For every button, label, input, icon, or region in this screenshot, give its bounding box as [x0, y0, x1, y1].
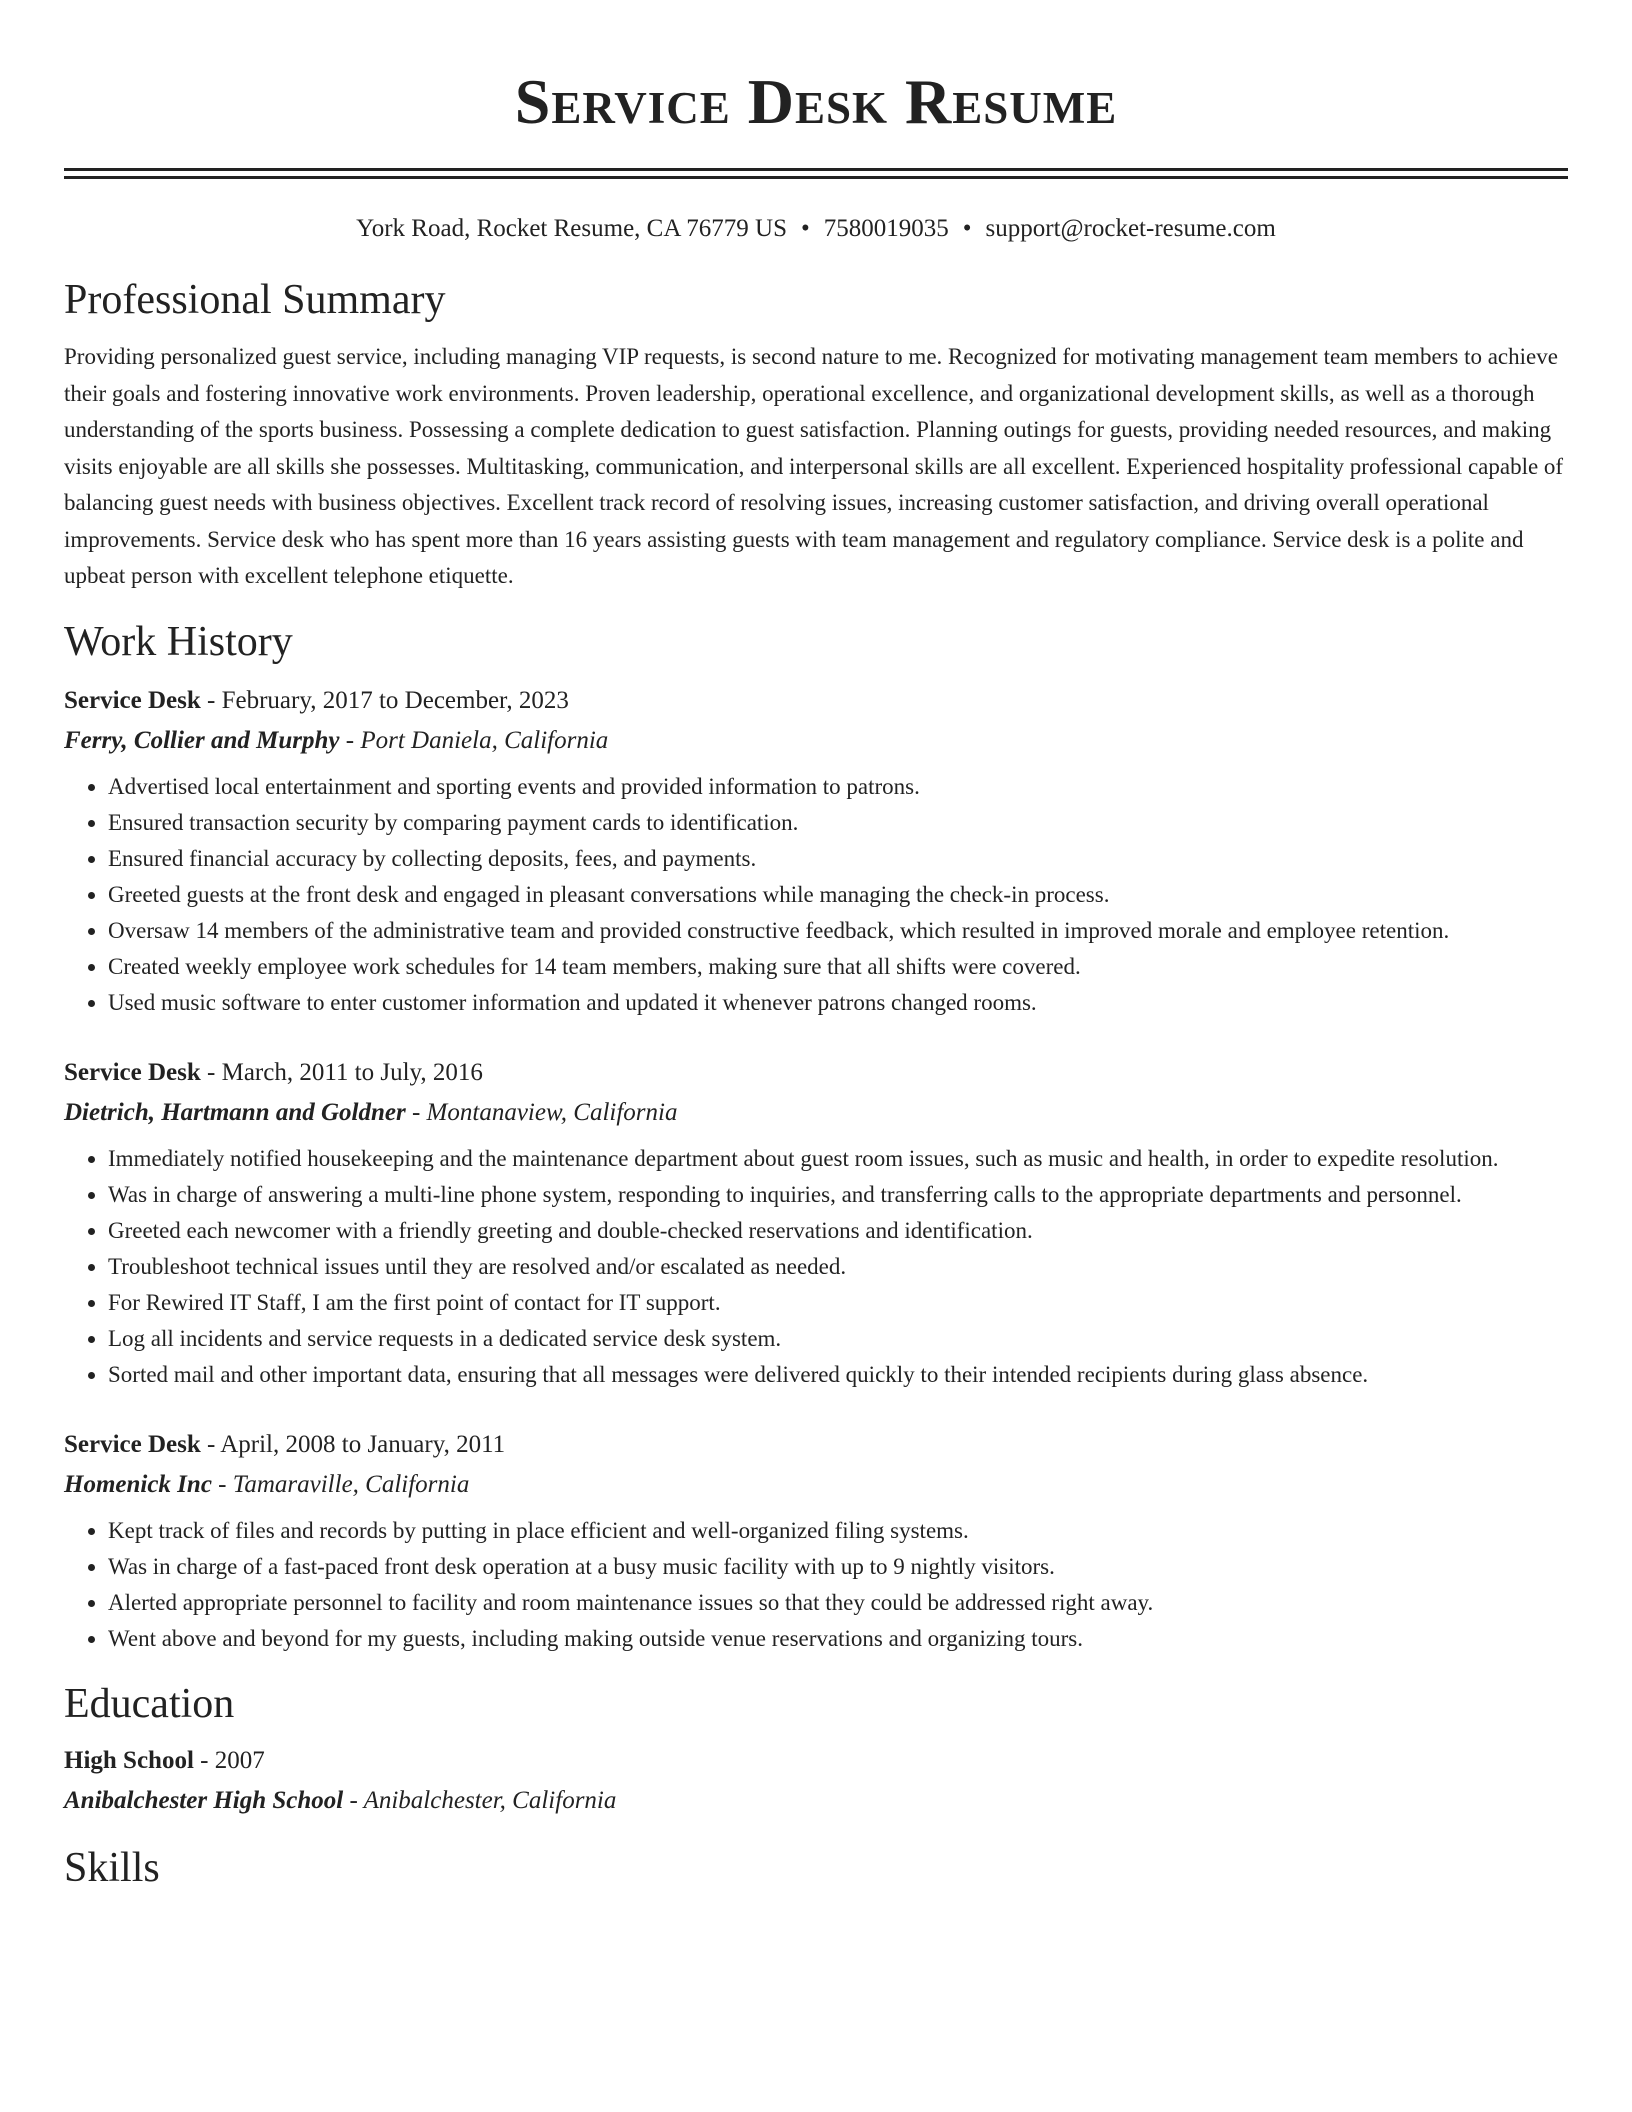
education-heading: Education: [64, 1680, 235, 1727]
employer-line: [64, 1093, 1568, 1133]
duty-item: • Alerted appropriate personnel to facility and room maintenance issues so that they could be addressed right away.: [108, 1585, 1568, 1621]
resume-title: Service Desk Resume: [514, 66, 1118, 137]
duty-item: • Was in charge of a fast-paced front desk operation at a busy music facility with up to 9 nightly visitors.: [108, 1549, 1568, 1585]
employer-line: [64, 1465, 1568, 1505]
education-entry: [64, 1741, 1568, 1821]
school-line: [64, 1781, 1568, 1821]
duty-item: • Immediately notified housekeeping and the maintenance department about guest room issues, such as music and health, in order to expedite resolution.: [108, 1141, 1568, 1177]
job-entry: [64, 1053, 1568, 1393]
duty-item: • Log all incidents and service requests in a dedicated service desk system.: [108, 1321, 1568, 1357]
contact-separator: •: [962, 215, 972, 242]
job-title-line: [64, 681, 1568, 721]
duty-item: • Sorted mail and other important data, ensuring that all messages were delivered quickly to their intended recipients during glass absence.: [108, 1357, 1568, 1393]
job-entry: [64, 1425, 1568, 1657]
contact-phone: 7580019035: [823, 215, 949, 242]
employer-name: Dietrich, Hartmann and Goldner: [64, 1098, 406, 1126]
employer-location: - Port Daniela, California: [339, 726, 609, 754]
contact-email: support@rocket-resume.com: [985, 215, 1276, 242]
job-duties-list: [64, 1141, 1568, 1393]
skills-heading: Skills: [64, 1844, 160, 1891]
duty-item: • Greeted each newcomer with a friendly greeting and double-checked reservations and identification.: [108, 1213, 1568, 1249]
duty-item: • For Rewired IT Staff, I am the first point of contact for IT support.: [108, 1285, 1568, 1321]
job-title: Service Desk: [64, 1430, 201, 1458]
duty-item: • Went above and beyond for my guests, including making outside venue reservations and organizing tours.: [108, 1621, 1568, 1657]
school-location: - Anibalchester, California: [343, 1786, 617, 1814]
duty-item: • Kept track of files and records by putting in place efficient and well-organized filing systems.: [108, 1513, 1568, 1549]
duty-item: • Oversaw 14 members of the administrative team and provided constructive feedback, which resulted in improved morale and employee retention.: [108, 913, 1568, 949]
contact-line: [64, 213, 1568, 245]
job-duties-list: [64, 1513, 1568, 1657]
job-dates: - April, 2008 to January, 2011: [200, 1430, 506, 1458]
job-duties-list: [64, 769, 1568, 1021]
work-history-heading: Work History: [64, 618, 293, 665]
employer-location: - Tamaraville, California: [211, 1470, 470, 1498]
job-title: Service Desk: [64, 1058, 201, 1086]
summary-heading: Professional Summary: [64, 277, 446, 323]
duty-item: • Troubleshoot technical issues until they are resolved and/or escalated as needed.: [108, 1249, 1568, 1285]
job-dates: - February, 2017 to December, 2023: [200, 686, 569, 714]
degree-line: [64, 1741, 1568, 1781]
duty-item: • Advertised local entertainment and sporting events and provided information to patrons.: [108, 769, 1568, 805]
job-title: Service Desk: [64, 686, 201, 714]
employer-location: - Montanaview, California: [405, 1098, 678, 1126]
employer-name: Homenick Inc: [64, 1470, 212, 1498]
degree-name: High School: [64, 1746, 194, 1774]
duty-item: • Created weekly employee work schedules for 14 team members, making sure that all shifts were covered.: [108, 949, 1568, 985]
employer-name: Ferry, Collier and Murphy: [64, 726, 340, 754]
school-name: Anibalchester High School: [64, 1786, 344, 1814]
contact-address: York Road, Rocket Resume, CA 76779 US: [356, 215, 787, 242]
graduation-year: - 2007: [193, 1746, 265, 1774]
duty-item: • Was in charge of answering a multi-line phone system, responding to inquiries, and transferring calls to the appropriate departments and personnel.: [108, 1177, 1568, 1213]
title-divider-top: [64, 168, 1568, 171]
employer-line: [64, 721, 1568, 761]
job-title-line: [64, 1425, 1568, 1465]
duty-item: • Used music software to enter customer information and updated it whenever patrons changed rooms.: [108, 985, 1568, 1021]
contact-separator: •: [800, 215, 810, 242]
title-divider-bottom: [64, 176, 1568, 179]
job-dates: - March, 2011 to July, 2016: [200, 1058, 483, 1086]
job-entry: [64, 681, 1568, 1021]
duty-item: • Greeted guests at the front desk and engaged in pleasant conversations while managing the check-in process.: [108, 877, 1568, 913]
summary-text: Providing personalized guest service, including managing VIP requests, is second nature to me. Recognized for motivating management team members to achieve their goals and fostering innovative work environments. Proven leadership, operational excellence, and organizational development skills, as well as a thorough understanding of the sports business. Possessing a complete dedication to guest satisfaction. Planning outings for guests, providing needed resources, and making visits enjoyable are all skills she possesses. Multitasking, communication, and interpersonal skills are all excellent. Experienced hospitality professional capable of balancing guest needs with business objectives. Excellent track record of resolving issues, increasing customer satisfaction, and driving overall operational improvements. Service desk who has spent more than 16 years assisting guests with team management and regulatory compliance. Service desk is a polite and upbeat person with excellent telephone etiquette.: [64, 344, 1564, 588]
duty-item: • Ensured transaction security by comparing payment cards to identification.: [108, 805, 1568, 841]
duty-item: • Ensured financial accuracy by collecting deposits, fees, and payments.: [108, 841, 1568, 877]
job-title-line: [64, 1053, 1568, 1093]
